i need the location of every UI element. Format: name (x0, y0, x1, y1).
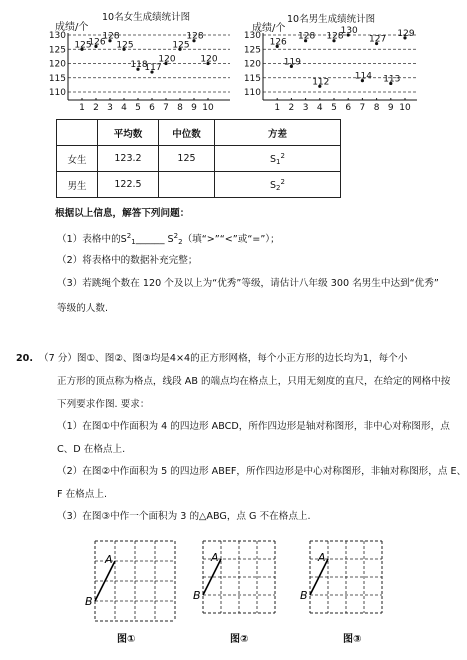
x-tick-label: 10 (202, 103, 214, 113)
data-label: 128 (298, 31, 316, 42)
x-tick-label: 3 (107, 103, 113, 113)
problem-20-part1-line2: C、D 在格点上. (57, 444, 126, 455)
point-a-label: A (105, 553, 113, 566)
data-label: 125 (116, 40, 134, 51)
y-tick-label: 130 (243, 31, 261, 41)
problem-20-part3: （3）在图③中作一个面积为 3 的△ABG，点 G 不在格点上. (57, 511, 311, 522)
girls-chart-ylabel: 成绩/个 (55, 22, 89, 33)
data-label: 130 (340, 26, 358, 36)
x-tick-label: 4 (121, 103, 127, 113)
girls-chart-title: 10名女生成绩统计图 (102, 12, 191, 23)
x-tick-label: 7 (359, 103, 366, 113)
point-a-label: A (211, 551, 219, 564)
grid-figure-1 (85, 535, 195, 630)
x-tick-label: 6 (149, 103, 155, 113)
x-tick-label: 1 (79, 103, 85, 113)
x-tick-label: 3 (302, 103, 309, 113)
data-label: 119 (283, 57, 301, 68)
grid-caption-2: 图② (230, 634, 249, 645)
data-label: 126 (88, 37, 106, 48)
girls-median: 125 (159, 146, 215, 172)
girls-chart (48, 28, 232, 122)
problem-20-part2-line1: （2）在图②中作面积为 5 的四边形 ABEF，所作四边形是中心对称图形，非轴对称图形，点 E、 (57, 466, 467, 477)
problem-20-line2: 正方形的顶点称为格点，线段 AB 的端点均在格点上，只用无刻度的直尺，在给定的网格中按 (57, 376, 451, 387)
row-label-boys: 男生 (57, 172, 98, 198)
boys-chart-title: 10名男生成绩统计图 (287, 14, 376, 25)
x-tick-label: 8 (373, 103, 380, 113)
boys-median-blank (159, 172, 215, 198)
boys-variance: $S_2^2$ (215, 172, 341, 198)
problem-20-line3: 下列要求作图. 要求： (57, 399, 150, 410)
girls-mean: 123.2 (98, 146, 159, 172)
data-label: 128 (326, 31, 344, 42)
y-tick-label: 110 (48, 88, 66, 98)
row-label-girls: 女生 (57, 146, 98, 172)
y-tick-label: 130 (48, 31, 66, 41)
question-1: （1）表格中的$S^2_1\_\_\_\_\_\_$ $S^2_2$（填“>”“<”或“=”）； (57, 232, 280, 246)
y-tick-label: 125 (48, 45, 66, 56)
y-tick-label: 125 (243, 45, 261, 56)
y-tick-label: 115 (48, 73, 66, 84)
problem-20-part1-line1: （1）在图①中作面积为 4 的四边形 ABCD，所作四边形是轴对称图形，非中心对称图形，点 (57, 421, 450, 432)
boys-mean: 122.5 (98, 172, 159, 198)
question-2: （2）将表格中的数据补充完整； (57, 255, 198, 266)
x-tick-label: 9 (191, 103, 197, 113)
x-tick-label: 7 (163, 103, 169, 113)
x-tick-label: 10 (399, 103, 411, 113)
x-tick-label: 6 (345, 103, 352, 113)
data-label: 129 (397, 28, 415, 39)
table-row (57, 146, 341, 172)
x-tick-label: 2 (93, 103, 99, 113)
stats-table (56, 119, 341, 198)
data-label: 125 (172, 40, 190, 51)
data-label: 118 (130, 60, 148, 71)
point-b-label: B (193, 589, 201, 602)
grid-caption-3: 图③ (343, 634, 362, 645)
y-tick-label: 115 (243, 73, 261, 84)
y-tick-label: 120 (48, 59, 66, 70)
data-label: 128 (186, 31, 204, 42)
table-row (57, 172, 341, 198)
x-tick-label: 9 (387, 103, 394, 113)
grid-figure-2 (195, 535, 285, 630)
boys-chart (243, 26, 419, 122)
data-label: 120 (158, 54, 176, 65)
problem-20-number: 20. (16, 353, 33, 364)
data-label: 127 (369, 34, 387, 45)
data-label: 117 (144, 63, 162, 74)
question-3-line1: （3）若跳绳个数在 120 个及以上为“优秀”等级，请估计八年级 300 名男生中达到“优秀” (57, 278, 439, 289)
data-label: 114 (354, 71, 372, 82)
data-label: 128 (102, 31, 120, 42)
question-3-line2: 等级的人数. (57, 303, 109, 314)
girls-variance: $S_1^2$ (215, 146, 341, 172)
boys-chart-ylabel: 成绩/个 (252, 23, 286, 34)
data-label: 120 (200, 54, 218, 65)
problem-20-part2-line2: F 在格点上. (57, 489, 107, 500)
x-tick-label: 1 (274, 103, 281, 113)
x-tick-label: 4 (316, 103, 323, 113)
data-label: 112 (312, 77, 330, 88)
table-header-row (57, 120, 341, 146)
header-variance: 方差 (215, 120, 341, 146)
y-tick-label: 110 (243, 88, 261, 98)
grid-figure-3 (300, 535, 390, 630)
x-tick-label: 5 (135, 103, 141, 113)
y-tick-label: 120 (243, 59, 261, 70)
data-label: 125 (74, 40, 92, 51)
x-tick-label: 2 (288, 103, 295, 113)
point-b-label: B (300, 589, 308, 602)
x-tick-label: 5 (331, 103, 337, 113)
problem-20-line1: （7 分）图①、图②、图③均是4×4的正方形网格，每个小正方形的边长均为1，每个小 (39, 353, 408, 364)
point-b-label: B (85, 595, 93, 608)
data-label: 113 (383, 74, 401, 85)
intro-text: 根据以上信息，解答下列问题： (55, 208, 190, 219)
x-tick-label: 8 (177, 103, 183, 113)
grid-caption-1: 图① (117, 634, 136, 645)
table-corner-cell (57, 120, 98, 146)
header-median: 中位数 (159, 120, 215, 146)
data-label: 126 (269, 37, 287, 48)
header-mean: 平均数 (98, 120, 159, 146)
point-a-label: A (318, 551, 326, 564)
